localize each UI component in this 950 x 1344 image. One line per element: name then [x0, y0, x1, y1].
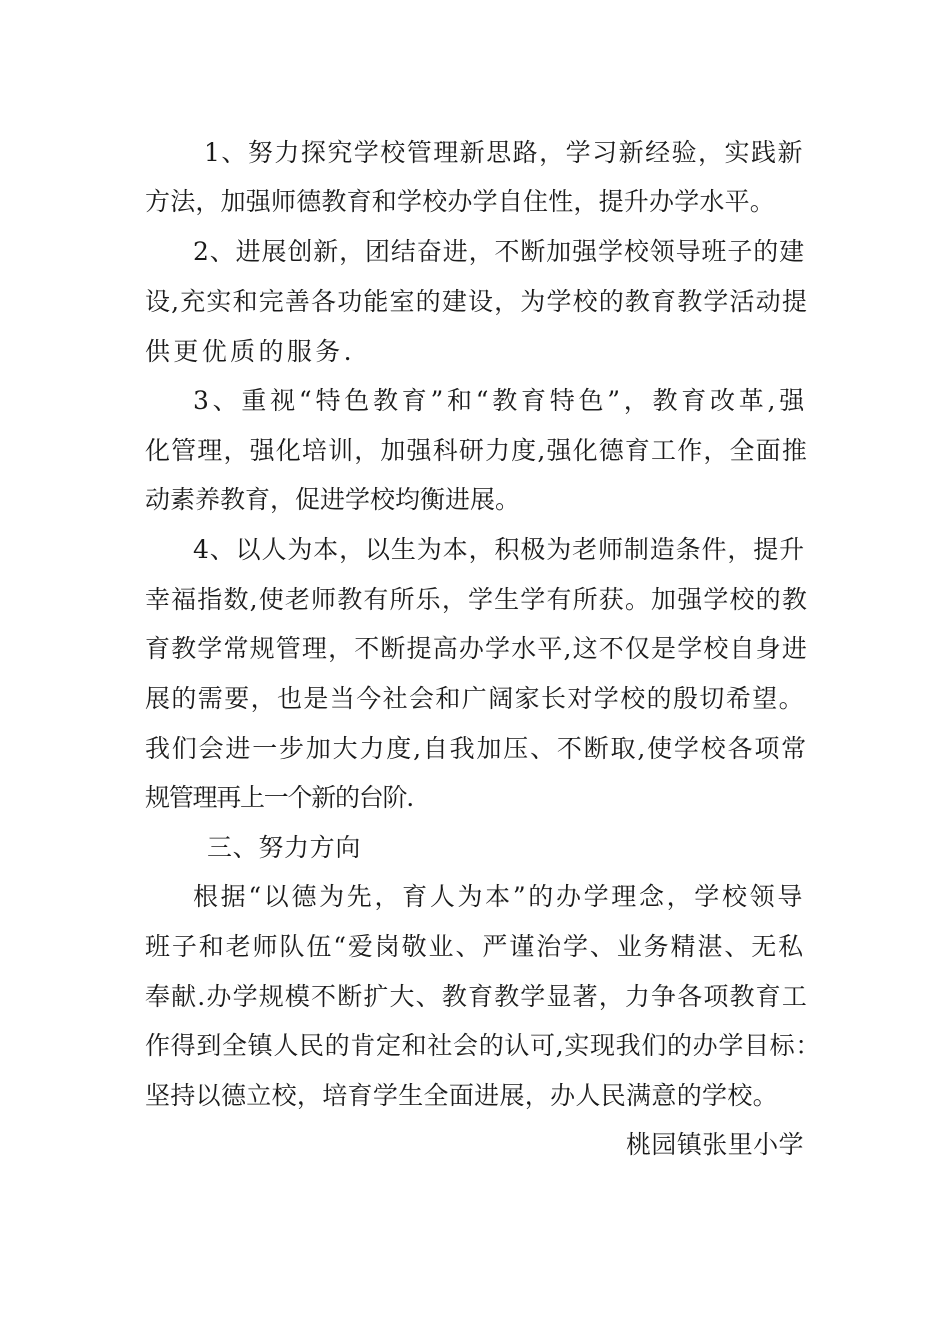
text-line: 4、以人为本，以生为本，积极为老师制造条件，提升: [193, 535, 805, 564]
text-line: 动素养教育，促进学校均衡进展。: [145, 485, 520, 514]
text-line: 2、进展创新，团结奋进，不断加强学校领导班子的建: [193, 237, 805, 266]
text-line: 作得到全镇人民的肯定和社会的认可,实现我们的办学目标：: [145, 1031, 821, 1060]
text-line: 我们会进一步加大力度,自我加压、不断取,使学校各项常: [145, 734, 808, 763]
text-line: 展的需要，也是当今社会和广阔家长对学校的殷切希望。: [145, 684, 805, 713]
text-line: 方法，加强师德教育和学校办学自住性，提升办学水平。: [145, 187, 775, 216]
text-line: 奉献.办学规模不断扩大、教育教学显著，力争各项教育工: [145, 982, 808, 1011]
text-line: 1、努力探究学校管理新思路，学习新经验，实践新: [204, 138, 804, 167]
text-line: 设,充实和完善各功能室的建设，为学校的教育教学活动提: [145, 287, 808, 316]
section-heading: 三、努力方向: [207, 833, 361, 862]
text-line: 坚持以德立校，培育学生全面进展，办人民满意的学校。: [145, 1081, 778, 1110]
text-line: 根据“以德为先，育人为本”的办学理念，学校领导: [193, 882, 805, 911]
text-line: 供更优质的服务.: [145, 337, 355, 366]
text-line: 化管理，强化培训，加强科研力度,强化德育工作，全面推: [145, 436, 808, 465]
text-line: 幸福指数,使老师教有所乐，学生学有所获。加强学校的教: [145, 585, 808, 614]
text-line: 育教学常规管理，不断提高办学水平,这不仅是学校自身进: [145, 634, 808, 663]
text-line: 规管理再上一个新的台阶.: [145, 783, 413, 812]
signature-school-name: 桃园镇张里小学: [626, 1130, 804, 1159]
text-line: 班子和老师队伍“爱岗敬业、严谨治学、业务精湛、无私: [145, 932, 805, 961]
text-line: 3、重视“特色教育”和“教育特色”，教育改革,强: [193, 386, 808, 415]
